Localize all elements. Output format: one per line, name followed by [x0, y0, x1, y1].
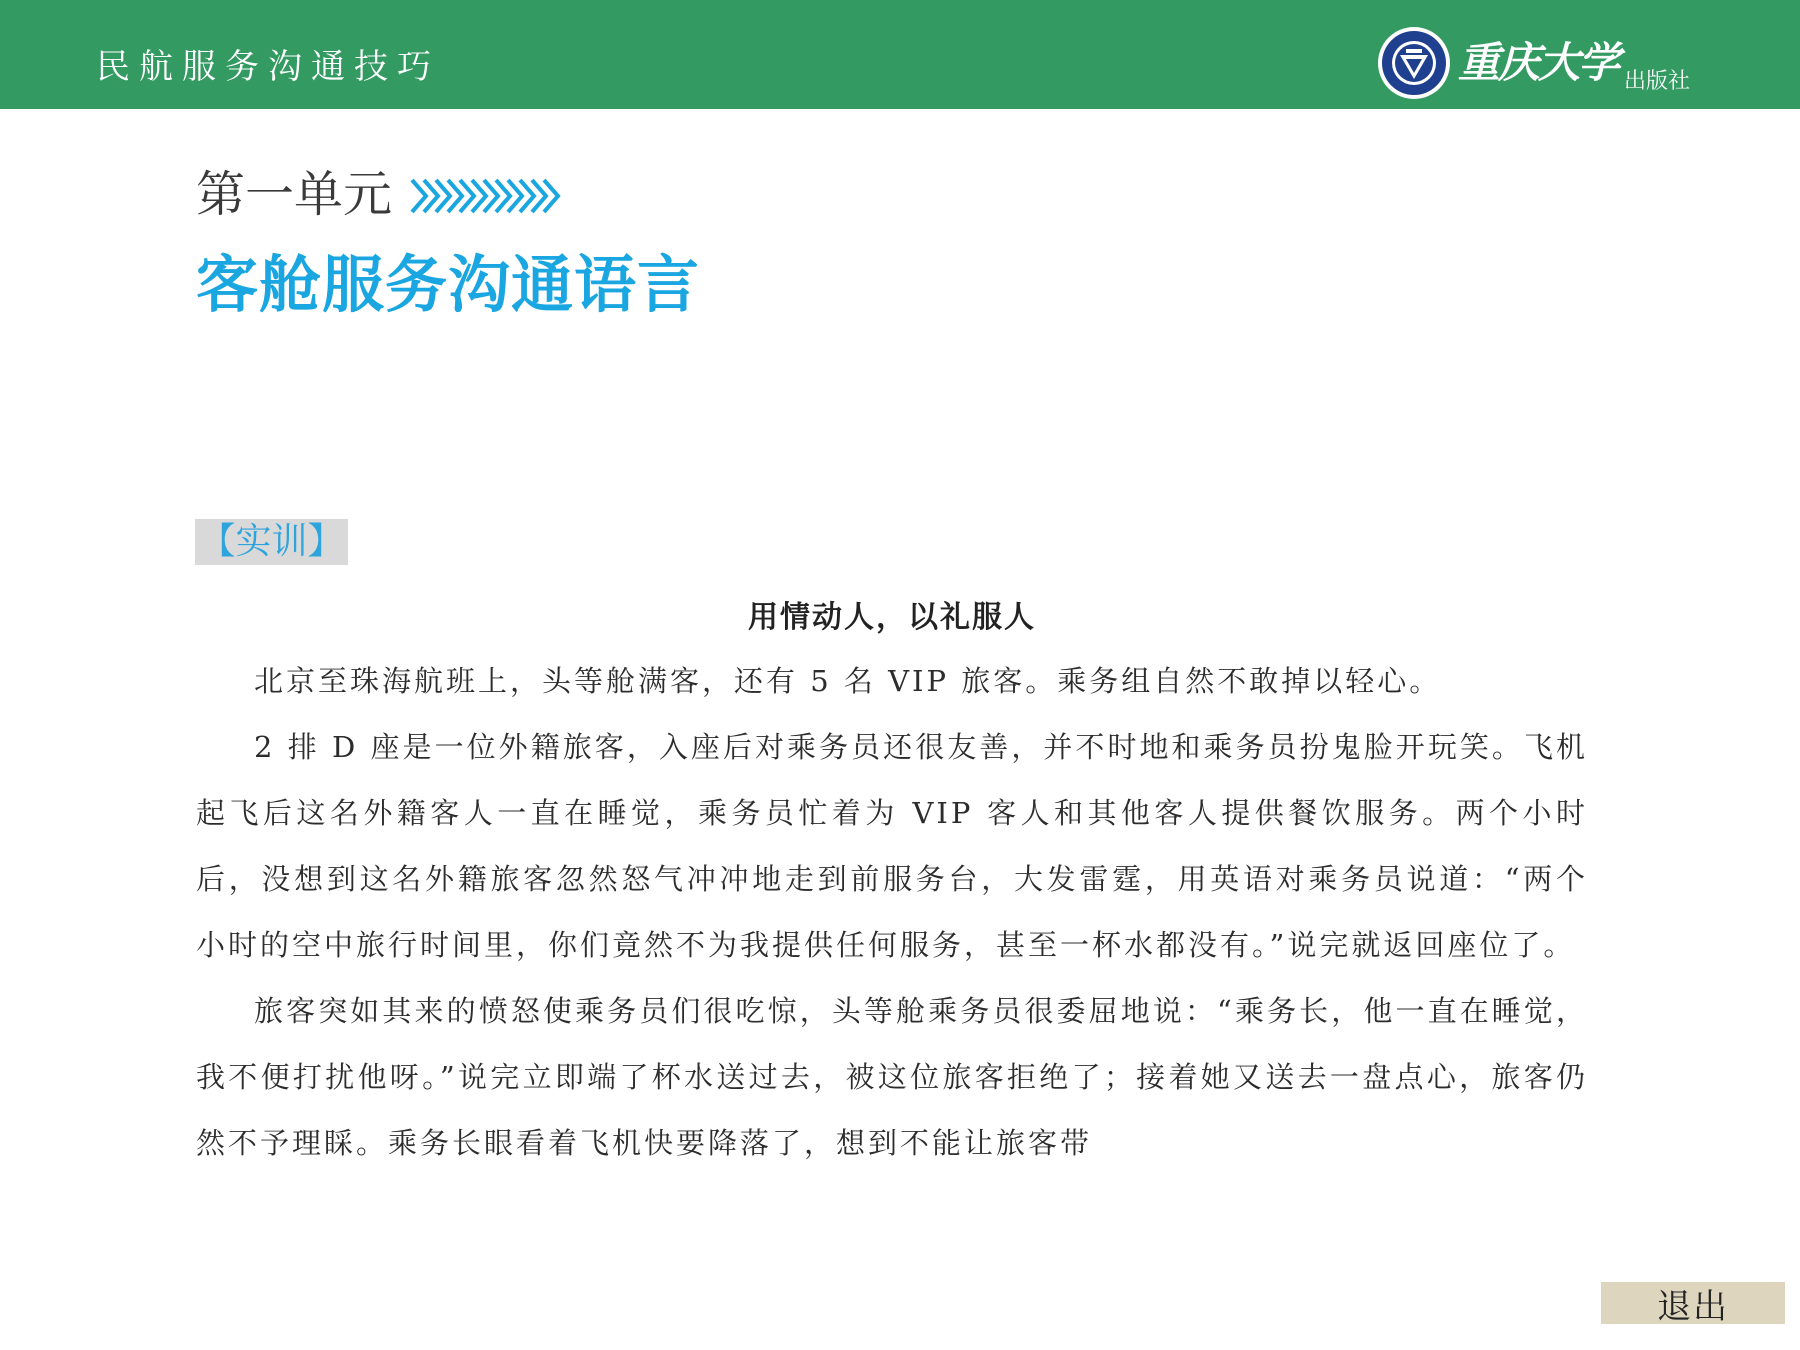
unit-title: 客舱服务沟通语言: [196, 248, 701, 321]
course-title: 民航服务沟通技巧: [96, 47, 440, 87]
publisher-name: 重庆大学: [1458, 38, 1619, 87]
header-bar: [0, 0, 1800, 109]
paragraph: 旅客突如其来的愤怒使乘务员们很吃惊，头等舱乘务员很委屈地说：“乘务长，他一直在睡觉，我不便打扰他呀。”说完立即端了杯水送过去，被这位旅客拒绝了；接着她又送去一盘点心，旅客仍然不予理睬。乘务长眼看着飞机快要降落了，想到不能让旅客带: [196, 994, 1588, 1160]
exit-button[interactable]: 退出: [1601, 1282, 1785, 1324]
article-title: 用情动人，以礼服人: [748, 600, 1036, 635]
publisher-suffix: 出版社: [1624, 69, 1691, 94]
article-body: [196, 648, 1588, 1176]
unit-label: 第一单元: [196, 166, 393, 223]
university-seal-icon: [1376, 25, 1452, 101]
paragraph: 2 排 D 座是一位外籍旅客，入座后对乘务员还很友善，并不时地和乘务员扮鬼脸开玩笑。飞机起飞后这名外籍客人一直在睡觉，乘务员忙着为 VIP 客人和其他客人提供餐饮服务。两个小时后，没想到这名外籍旅客忽然怒气冲冲地走到前服务台，大发雷霆，用英语对乘务员说道：“两个小时的空中旅行时间里，你们竟然不为我提供任何服务，甚至一杯水都没有。”说完就返回座位了。: [196, 730, 1588, 962]
publisher-logo: [1376, 25, 1690, 101]
section-tag: 【实训】: [195, 519, 348, 565]
paragraph: 北京至珠海航班上，头等舱满客，还有 5 名 VIP 旅客。乘务组自然不敢掉以轻心。: [254, 664, 1442, 698]
chevron-arrows-icon: [410, 176, 566, 216]
